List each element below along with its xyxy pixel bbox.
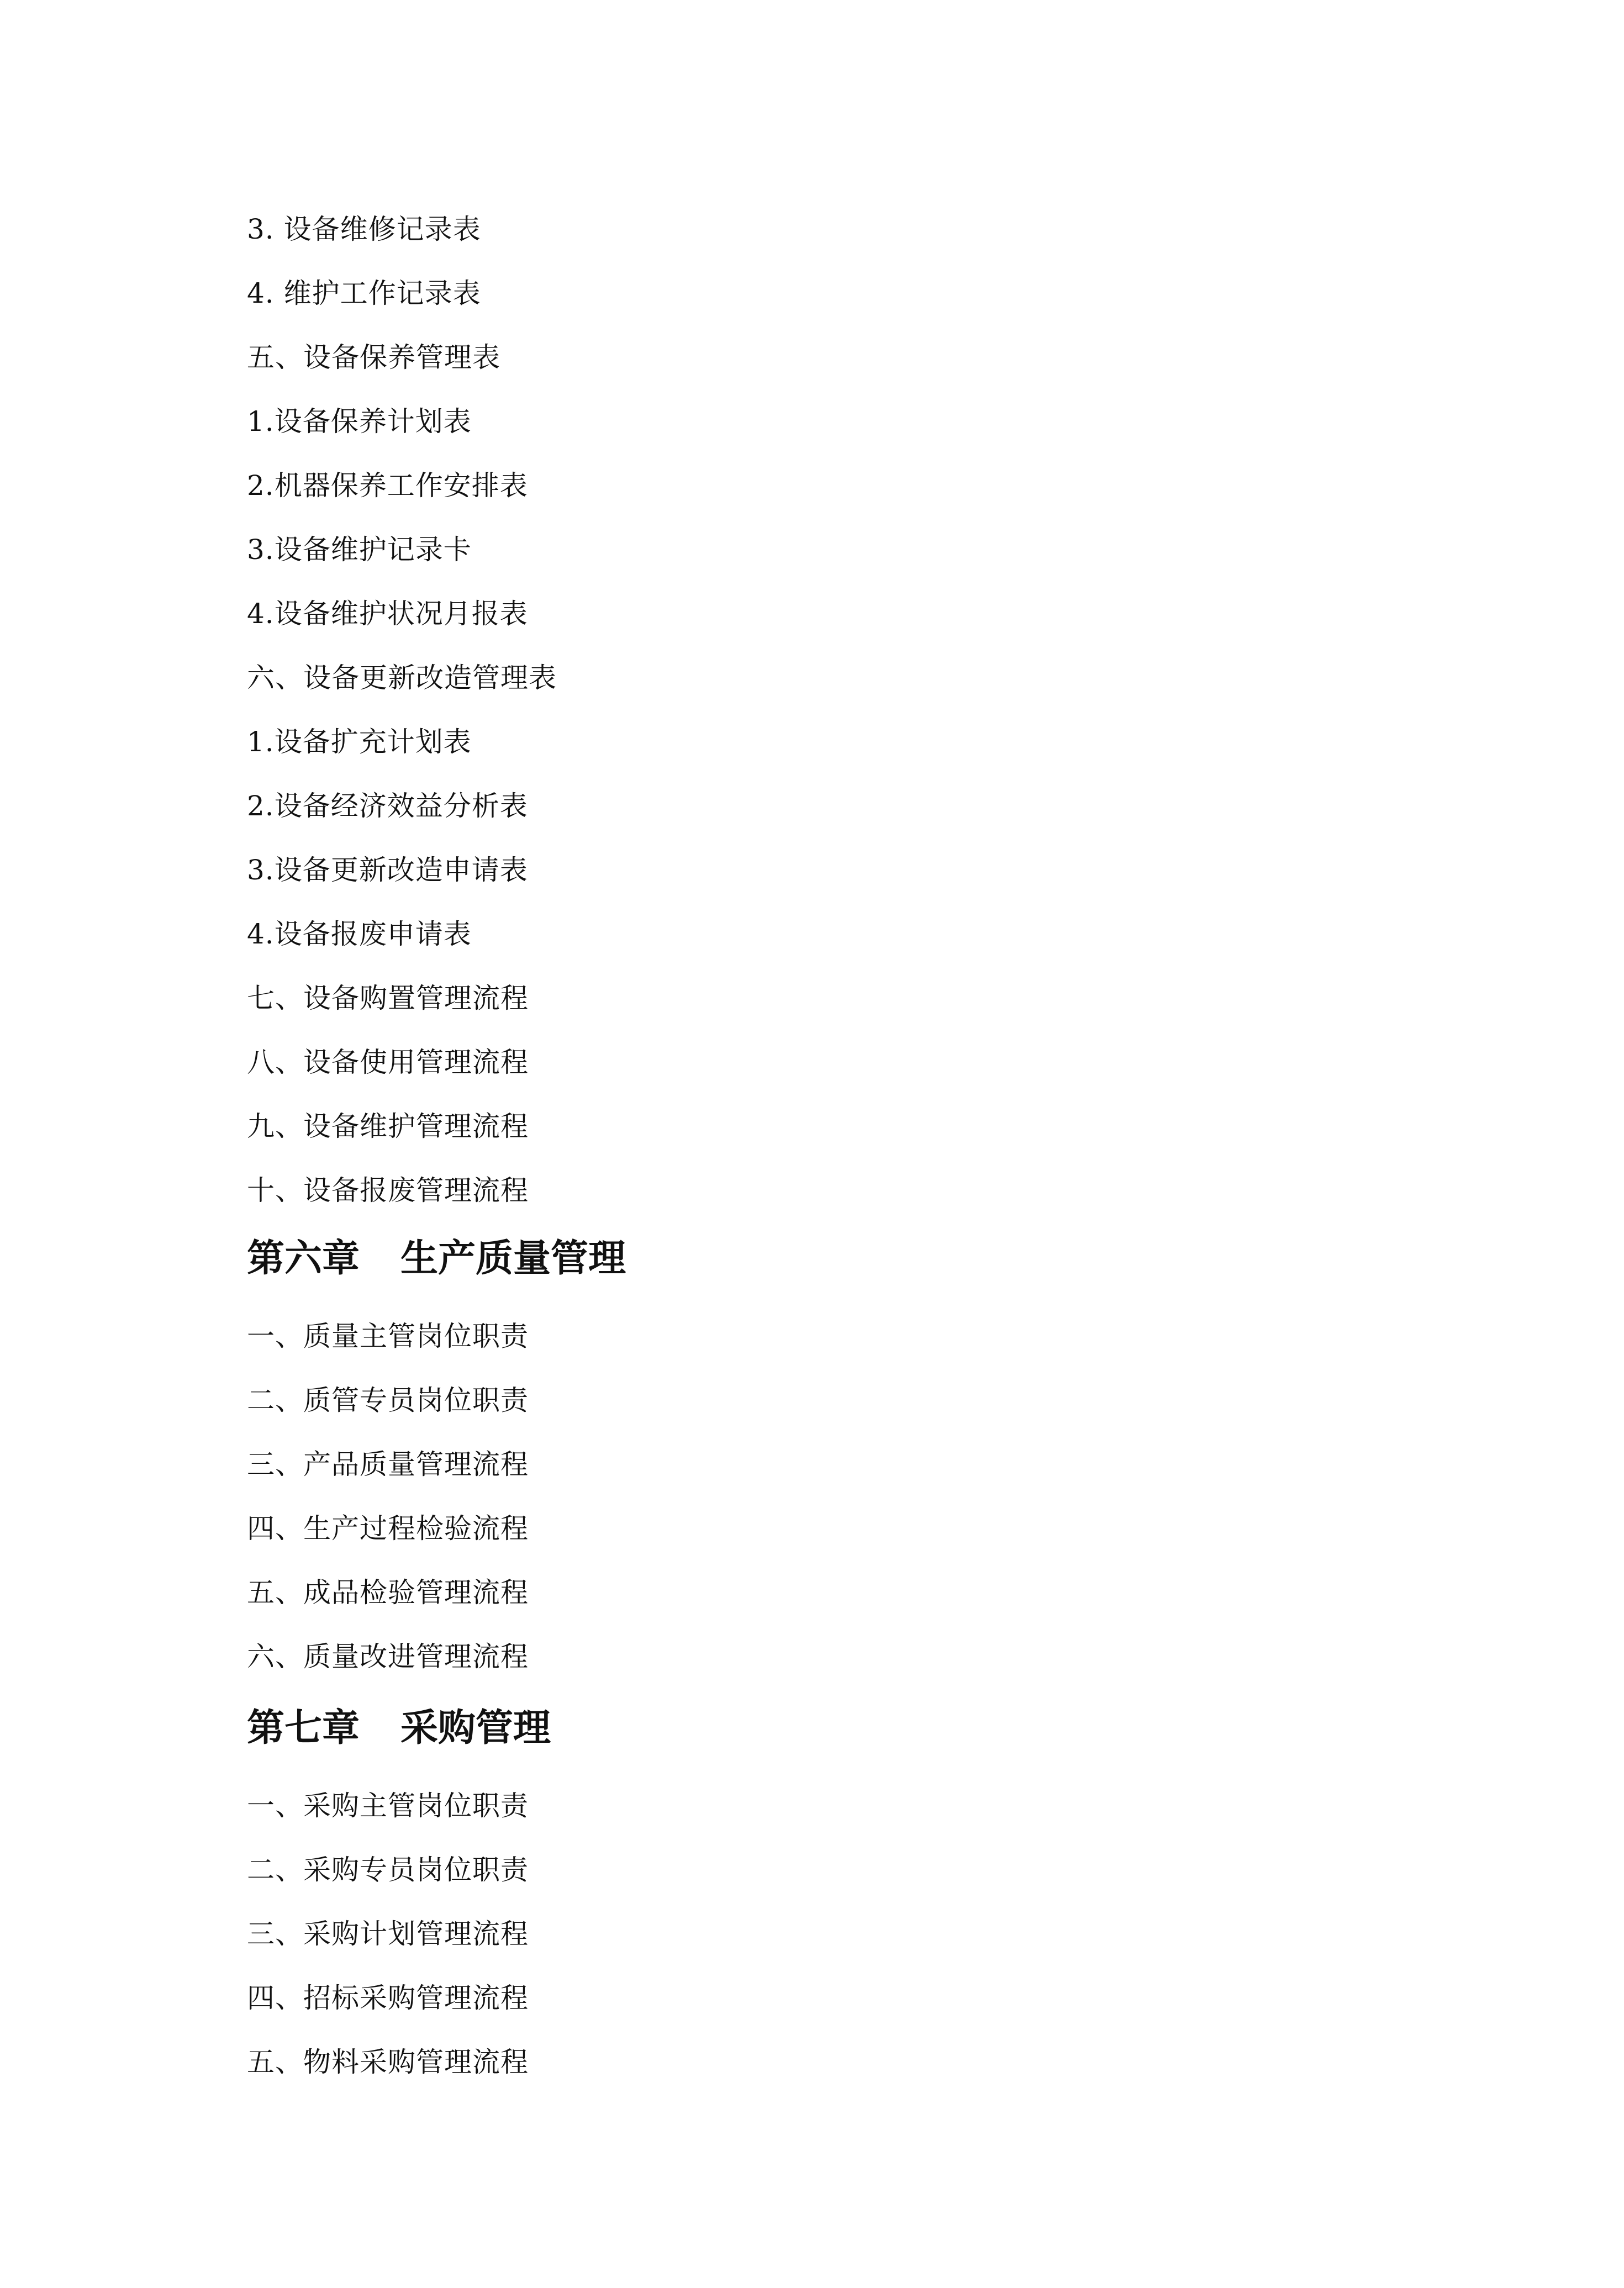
toc-item: 1.设备扩充计划表 [247,726,472,758]
toc-item: 八、设备使用管理流程 [247,1046,529,1078]
toc-item: 十、设备报废管理流程 [247,1174,529,1206]
toc-item: 4.设备报废申请表 [247,918,472,950]
toc-item: 2.设备经济效益分析表 [247,790,528,822]
toc-item: 六、设备更新改造管理表 [247,662,557,694]
toc-item: 二、采购专员岗位职责 [247,1854,529,1886]
toc-item: 七、设备购置管理流程 [247,982,529,1014]
chapter-heading [247,1237,626,1281]
toc-item: 一、采购主管岗位职责 [247,1790,529,1822]
toc-item: 三、产品质量管理流程 [247,1448,529,1480]
toc-item: 二、质管专员岗位职责 [247,1384,529,1416]
chapter-number: 第六章 [247,1237,360,1280]
toc-item: 一、质量主管岗位职责 [247,1320,529,1352]
toc-item: 六、质量改进管理流程 [247,1641,529,1673]
toc-item: 3.设备维护记录卡 [247,534,472,566]
toc-item: 四、生产过程检验流程 [247,1512,529,1544]
toc-item: 2.机器保养工作安排表 [247,470,528,502]
toc-item: 4.设备维护状况月报表 [247,598,528,630]
toc-item: 九、设备维护管理流程 [247,1110,529,1142]
chapter-title: 采购管理 [400,1706,551,1750]
toc-item: 1.设备保养计划表 [247,405,472,437]
toc-item: 4. 维护工作记录表 [247,277,481,309]
toc-item: 三、采购计划管理流程 [247,1918,529,1950]
toc-item: 五、设备保养管理表 [247,341,500,373]
chapter-heading [247,1706,551,1751]
toc-item: 五、成品检验管理流程 [247,1577,529,1609]
toc-item: 五、物料采购管理流程 [247,2046,529,2078]
toc-item: 3. 设备维修记录表 [247,213,481,245]
chapter-number: 第七章 [247,1706,360,1750]
toc-item: 四、招标采购管理流程 [247,1982,529,2014]
toc-item: 3.设备更新改造申请表 [247,854,528,886]
chapter-title: 生产质量管理 [400,1237,626,1280]
